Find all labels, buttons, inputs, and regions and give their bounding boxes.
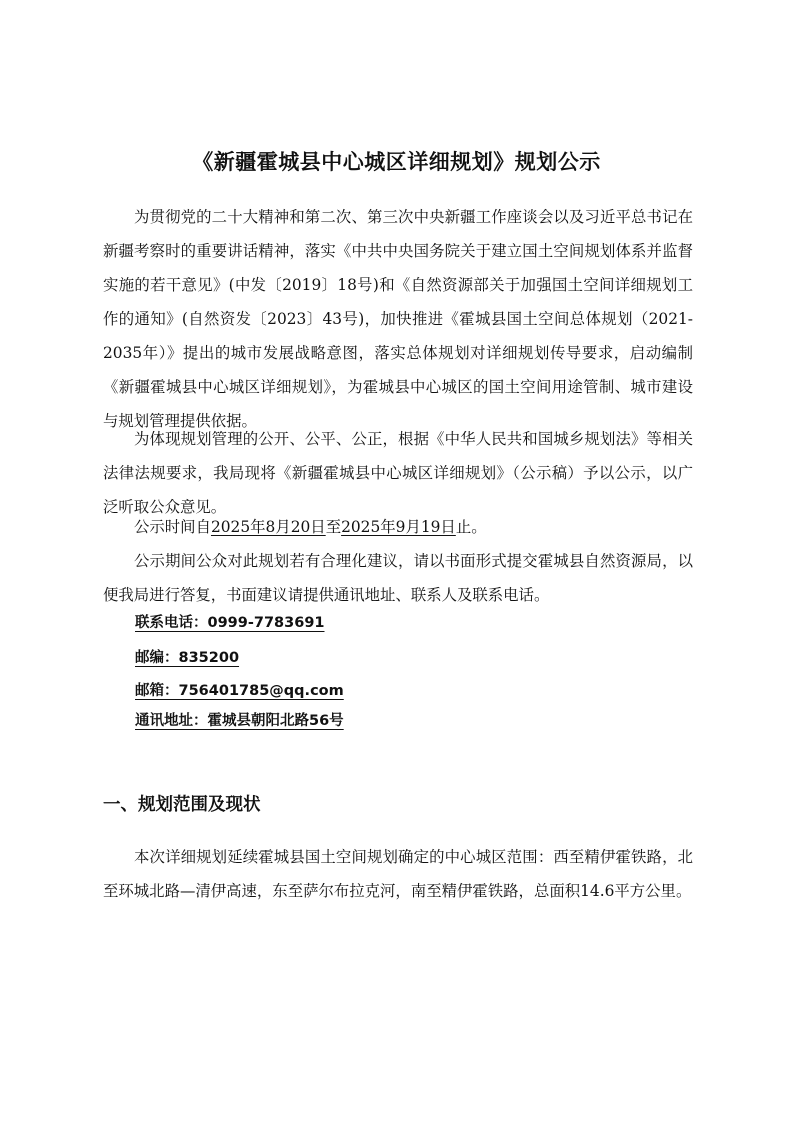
period-prefix: 公示时间自 — [134, 518, 211, 536]
contact-postcode: 邮编：835200 — [135, 650, 240, 666]
contact-phone: 联系电话：0999-7783691 — [135, 615, 325, 631]
document-title: 《新疆霍城县中心城区详细规划》规划公示 — [192, 150, 601, 174]
intro-paragraph-4: 公示期间公众对此规划若有合理化建议，请以书面形式提交霍城县自然资源局，以便我局进行答复，书面建议请提供通讯地址、联系人及联系电话。 — [103, 552, 693, 604]
contact-address: 通讯地址：霍城县朝阳北路56号 — [135, 713, 344, 729]
publicity-period — [103, 510, 693, 544]
period-suffix: 止。 — [455, 518, 487, 536]
section-heading-scope: 一、规划范围及现状 — [103, 795, 261, 815]
section-scope-body: 本次详细规划延续霍城县国土空间规划确定的中心城区范围：西至精伊霍铁路，北至环城北路—清伊高速，东至萨尔布拉克河，南至精伊霍铁路，总面积14.6平方公里。 — [103, 848, 693, 900]
period-connector: 至 — [325, 518, 342, 536]
intro-paragraph-2: 为体现规划管理的公开、公平、公正，根据《中华人民共和国城乡规划法》等相关法律法规要求，我局现将《新疆霍城县中心城区详细规划》（公示稿）予以公示，以广泛听取公众意见。 — [103, 430, 693, 516]
period-end-date: 2025年9月19日 — [341, 518, 456, 536]
period-start-date: 2025年8月20日 — [210, 518, 326, 536]
contact-email: 邮箱：756401785@qq.com — [135, 683, 344, 699]
intro-paragraph-1: 为贯彻党的二十大精神和第二次、第三次中央新疆工作座谈会以及习近平总书记在新疆考察时的重要讲话精神，落实《中共中央国务院关于建立国土空间规划体系并监督实施的若干意见》(中发〔2019〕18号)和《自然资源部关于加强国土空间详细规划工作的通知》(自然资发〔2023〕43号)，加快推进《霍城县国土空间总体规划（2021-2035年）》提出的城市发展战略意图，落实总体规划对详细规划传导要求，启动编制《新疆霍城县中心城区详细规划》，为霍城县中心城区的国土空间用途管制、城市建设与规划管理提供依据。 — [103, 208, 693, 430]
